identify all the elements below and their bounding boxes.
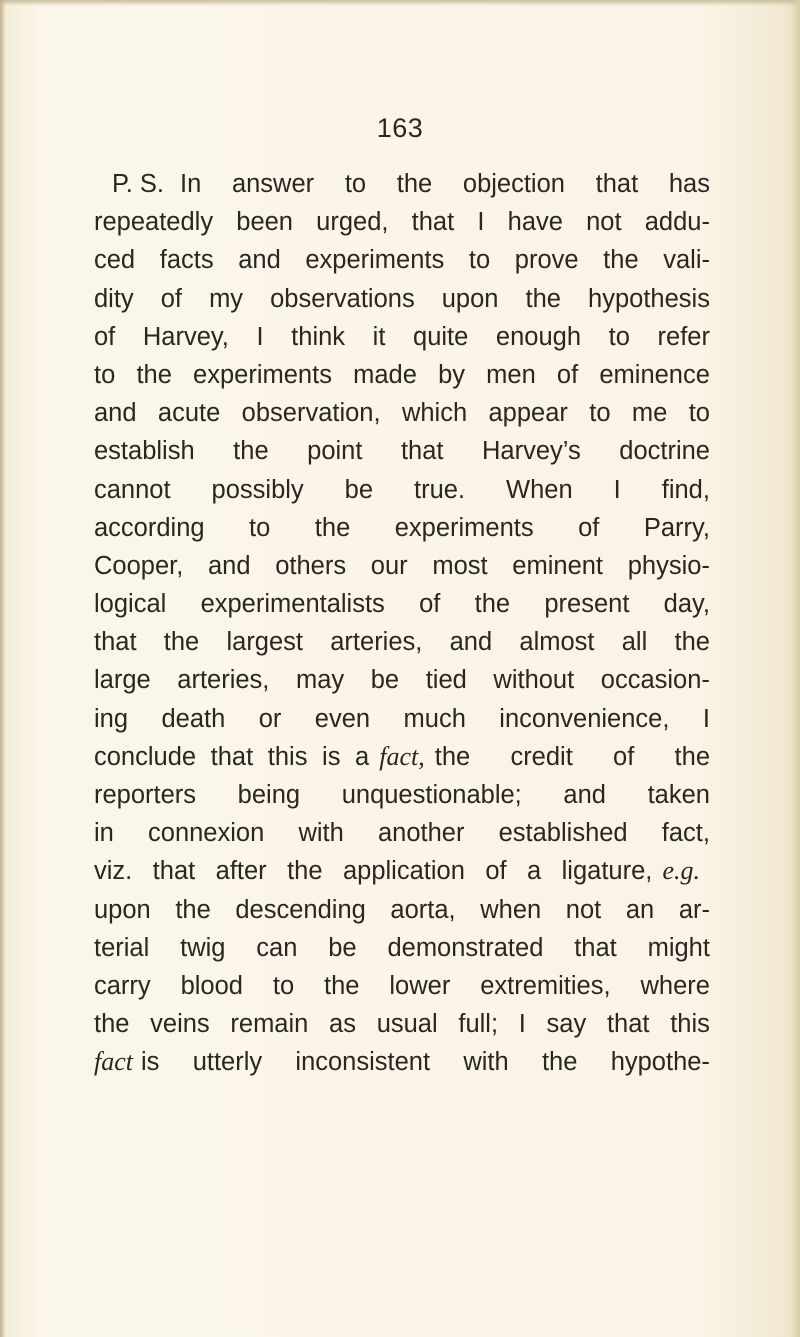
word: physio- <box>627 551 710 580</box>
word: men <box>486 360 536 389</box>
word: and <box>238 246 281 275</box>
text-line <box>94 1043 710 1081</box>
emphasis-fact: fact <box>94 1047 133 1077</box>
word: to <box>272 971 295 1000</box>
word: find, <box>661 475 710 504</box>
text-line <box>94 547 710 585</box>
word: carry <box>94 971 151 1000</box>
page-top-shadow <box>0 0 800 6</box>
word: think <box>291 322 346 351</box>
word: the <box>603 246 639 275</box>
word: by <box>438 360 465 389</box>
word: is <box>141 1048 160 1077</box>
word: and <box>94 399 137 428</box>
word: remain <box>230 1010 309 1039</box>
word: hypothesis <box>588 284 710 313</box>
word: being <box>237 781 301 809</box>
word: that <box>152 857 196 886</box>
word: the <box>525 284 561 313</box>
text-line <box>94 967 710 1005</box>
word: of <box>613 742 635 771</box>
word: that <box>94 628 137 657</box>
text-segment <box>435 738 710 776</box>
word: be <box>328 933 357 962</box>
word: the <box>396 170 433 198</box>
word: and <box>563 781 606 809</box>
text-line <box>94 661 710 699</box>
text-line <box>94 1005 710 1043</box>
word: connexion <box>148 819 265 848</box>
text-segment <box>94 852 652 890</box>
text-line <box>94 471 710 509</box>
word: upon <box>441 284 499 313</box>
word: arteries, <box>330 628 423 657</box>
word: the <box>674 742 710 771</box>
word: made <box>353 360 417 389</box>
word: credit <box>510 742 573 771</box>
word: this <box>670 1010 710 1039</box>
word: when <box>480 895 542 924</box>
word: that <box>606 1010 650 1039</box>
word: all <box>621 628 648 657</box>
word: to <box>344 170 367 198</box>
word: almost <box>519 628 595 657</box>
word: can <box>256 933 298 962</box>
word: the <box>434 742 471 771</box>
word: might <box>647 933 710 962</box>
word: most <box>432 551 488 580</box>
word: that <box>210 742 254 771</box>
page-number: 163 <box>376 113 424 143</box>
word: lower <box>389 971 451 1000</box>
text-line <box>94 432 710 470</box>
word: application <box>342 857 465 886</box>
text-line-content <box>180 165 710 203</box>
word: ar- <box>678 895 710 924</box>
word: large <box>94 666 151 695</box>
word: doctrine <box>619 437 710 466</box>
word: much <box>403 704 466 733</box>
word: urged, <box>316 208 389 237</box>
word: without <box>493 666 575 695</box>
word: day, <box>663 590 710 619</box>
word: terial <box>94 933 150 962</box>
word: eminence <box>599 360 710 389</box>
word: I <box>518 1010 526 1039</box>
word: a <box>355 742 370 771</box>
text-line <box>94 203 710 241</box>
word: where <box>640 971 710 1000</box>
word: the <box>94 1010 130 1039</box>
word: taken <box>647 781 710 809</box>
word: I <box>477 208 485 237</box>
word: have <box>507 208 563 237</box>
word: me <box>631 399 668 428</box>
word: of <box>419 590 441 619</box>
word: that <box>400 437 444 466</box>
text-line <box>94 394 710 432</box>
word: enough <box>495 322 582 351</box>
word: fact, <box>661 819 710 848</box>
word: quite <box>413 322 469 351</box>
word: my <box>209 284 244 313</box>
word: Harvey, <box>142 322 229 351</box>
word: and <box>208 551 251 580</box>
word: this <box>267 742 308 771</box>
word: point <box>307 437 363 466</box>
word: observations <box>270 284 415 313</box>
emphasis-eg: e.g. <box>662 856 700 886</box>
word: present <box>544 590 630 619</box>
word: twig <box>180 933 226 962</box>
word: it <box>372 322 386 351</box>
word: addu- <box>644 208 710 237</box>
text-line <box>94 891 710 929</box>
word: after <box>215 857 267 886</box>
word: to <box>589 399 611 428</box>
word: veins <box>150 1010 210 1039</box>
word: I <box>256 322 264 351</box>
word: be <box>370 666 400 695</box>
word: When <box>506 475 573 504</box>
word: that <box>574 933 617 962</box>
word: possibly <box>211 475 304 504</box>
word: with <box>298 819 344 848</box>
word: with <box>463 1048 509 1077</box>
word: true. <box>414 475 466 504</box>
emphasis-fact: fact, <box>379 741 425 771</box>
text-line <box>94 356 710 394</box>
word: full; <box>458 1010 499 1039</box>
postscript-label: P. S. <box>112 170 164 198</box>
word: to <box>94 360 116 389</box>
word: say <box>546 1010 587 1039</box>
word: is <box>322 742 341 771</box>
word: to <box>688 399 710 428</box>
word: Harvey’s <box>482 437 581 466</box>
word: that <box>595 170 639 198</box>
word: not <box>565 895 602 924</box>
word: a <box>527 857 542 886</box>
word: others <box>275 551 347 580</box>
word: of <box>578 513 600 542</box>
word: blood <box>180 971 243 1000</box>
word: inconsistent <box>295 1048 431 1077</box>
word: another <box>377 819 465 848</box>
word: the <box>136 360 172 389</box>
word: been <box>236 208 293 237</box>
text-line <box>94 241 710 279</box>
word: answer <box>231 170 315 198</box>
text-line <box>94 852 710 890</box>
word: the <box>175 895 211 924</box>
word: experiments <box>193 360 332 389</box>
word: of <box>94 322 116 351</box>
word: appear <box>488 399 568 428</box>
text-line <box>94 623 710 661</box>
word: I <box>613 475 621 504</box>
word: occasion- <box>600 666 710 695</box>
word: of <box>485 857 507 886</box>
text-line <box>94 165 710 203</box>
word: the <box>324 971 360 1000</box>
text-line <box>94 738 710 776</box>
text-line <box>94 814 710 852</box>
text-segment <box>94 738 369 776</box>
word: ced <box>94 246 136 275</box>
word: may <box>295 666 345 695</box>
word: the <box>233 437 269 466</box>
word: the <box>163 628 200 657</box>
word: viz. <box>94 857 133 886</box>
word: unquestionable; <box>341 781 522 809</box>
word: the <box>541 1048 578 1077</box>
word: the <box>674 628 710 657</box>
text-line <box>94 700 710 738</box>
word: the <box>474 590 511 619</box>
word: extremities, <box>480 971 611 1000</box>
word: I <box>702 704 710 733</box>
word: Parry, <box>643 513 710 542</box>
text-line <box>94 509 710 547</box>
word: in <box>94 819 114 848</box>
word: of <box>160 284 183 313</box>
word: logical <box>94 590 167 619</box>
word: that <box>411 208 455 237</box>
word: facts <box>159 246 214 275</box>
page-edge-shadow <box>790 0 800 1337</box>
word: or <box>258 704 282 733</box>
page-gutter-shadow <box>0 0 6 1337</box>
word: to <box>468 246 491 275</box>
word: prove <box>514 246 579 275</box>
word: an <box>625 895 655 924</box>
word: usual <box>376 1010 438 1039</box>
text-line <box>94 585 710 623</box>
word: our <box>370 551 408 580</box>
word: objection <box>462 170 565 198</box>
word: largest <box>226 628 304 657</box>
word: In <box>179 170 202 198</box>
word: experimentalists <box>200 590 385 619</box>
word: conclude <box>94 742 197 771</box>
word: to <box>249 513 271 542</box>
word: established <box>498 819 628 848</box>
word: descending <box>235 895 366 924</box>
word: death <box>161 704 226 733</box>
word: experiments <box>305 246 445 275</box>
word: not <box>586 208 622 237</box>
word: to <box>608 322 630 351</box>
word: even <box>314 704 371 733</box>
word: refer <box>657 322 710 351</box>
word: observation, <box>241 399 381 428</box>
word: the <box>287 857 323 886</box>
word: cannot <box>94 475 171 504</box>
word: of <box>556 360 579 389</box>
word: tied <box>425 666 467 695</box>
word: vali- <box>663 246 710 275</box>
word: eminent <box>512 551 604 580</box>
word: reporters <box>94 781 197 809</box>
word: the <box>314 513 351 542</box>
postscript-paragraph <box>94 165 710 1082</box>
word: be <box>344 475 374 504</box>
text-line-content <box>141 1043 710 1081</box>
word: has <box>668 170 710 198</box>
word: utterly <box>192 1048 263 1077</box>
word: establish <box>94 437 195 466</box>
word: according <box>94 513 205 542</box>
word: demonstrated <box>387 933 544 962</box>
word: as <box>329 1010 356 1039</box>
word: arteries, <box>177 666 270 695</box>
word: and <box>449 628 493 657</box>
word: experiments <box>394 513 534 542</box>
word: inconvenience, <box>499 704 670 733</box>
word: dity <box>94 284 134 313</box>
word: which <box>401 399 468 428</box>
word: hypothe- <box>610 1048 710 1077</box>
word: ing <box>94 704 129 733</box>
word: aorta, <box>390 895 456 924</box>
word: repeatedly <box>94 208 214 237</box>
word: acute <box>157 399 221 428</box>
text-line <box>94 776 710 814</box>
word: ligature, <box>561 857 653 886</box>
text-line <box>94 929 710 967</box>
word: Cooper, <box>94 551 184 580</box>
text-line <box>94 280 710 318</box>
word: upon <box>94 895 151 924</box>
text-line <box>94 318 710 356</box>
